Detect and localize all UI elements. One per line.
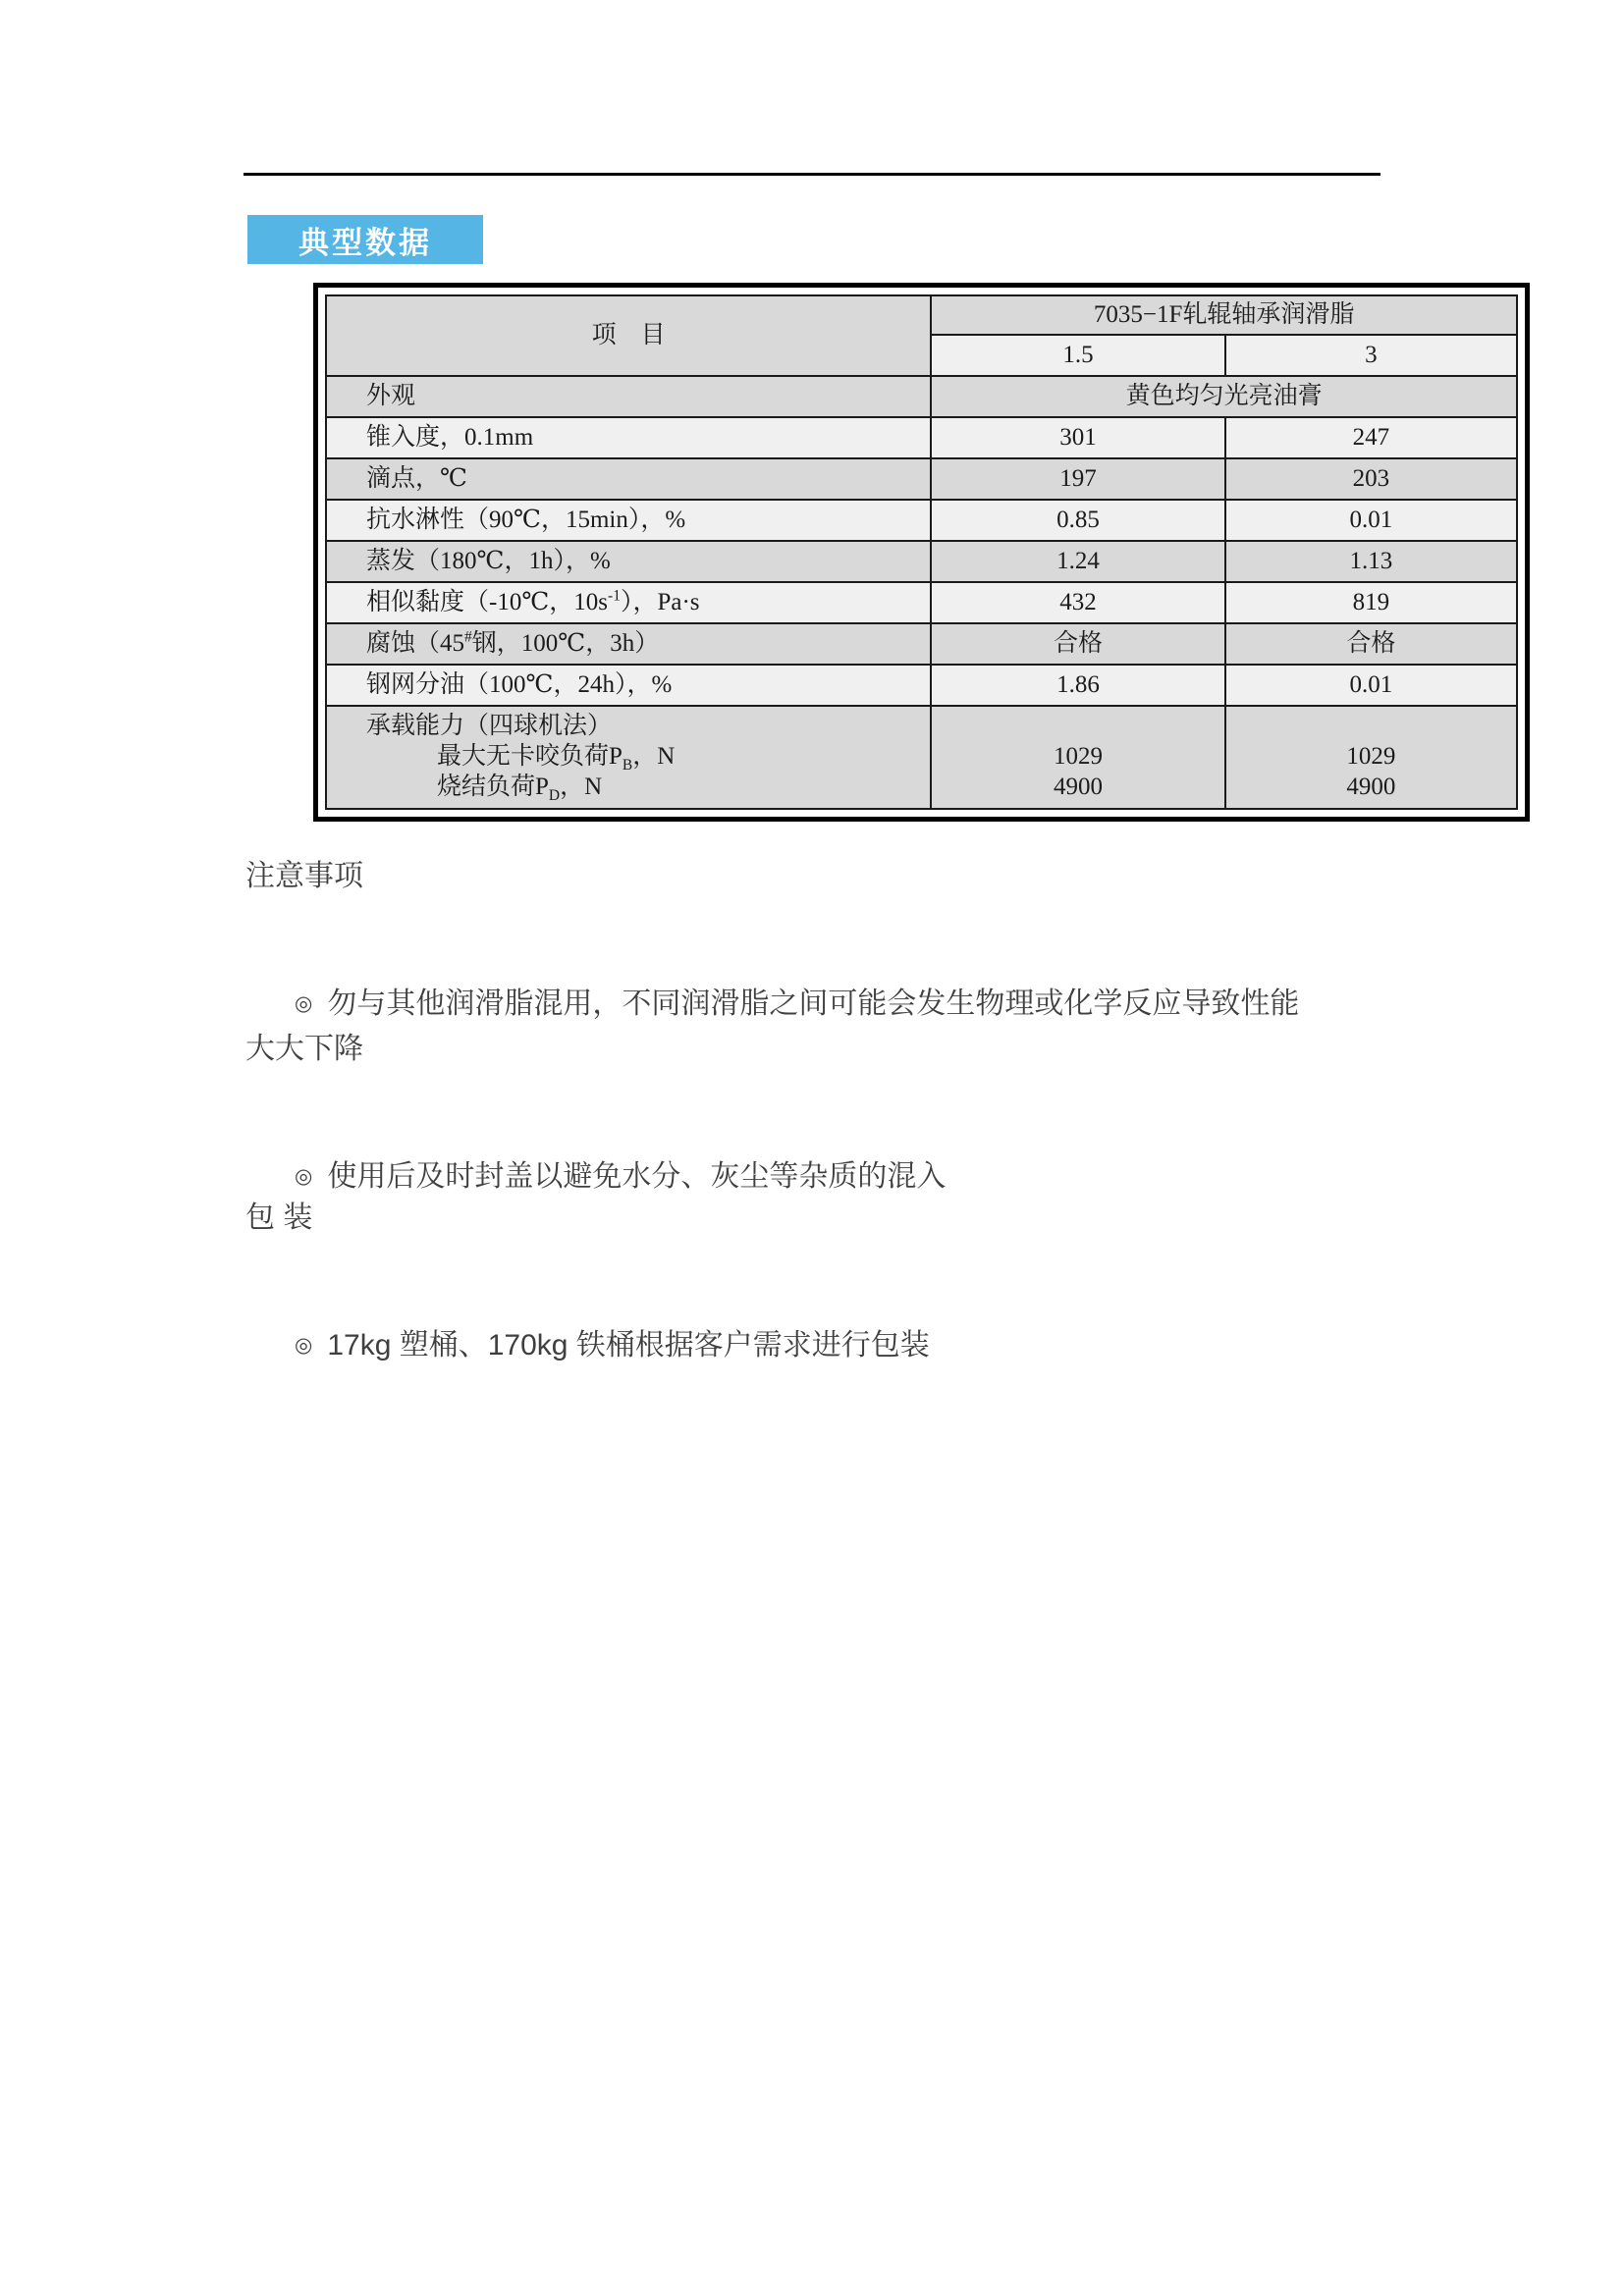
bullet-icon: ◎ bbox=[295, 1334, 313, 1357]
section-badge-typical-data bbox=[247, 215, 483, 264]
row-label bbox=[326, 706, 931, 809]
header-product-cell: 7035−1F轧辊轴承润滑脂 bbox=[931, 295, 1517, 335]
header-item-cell: 项 目 bbox=[326, 295, 931, 376]
grade-cell-15: 1.5 bbox=[931, 335, 1225, 376]
row-label: 锥入度，0.1mm bbox=[326, 417, 931, 458]
row-value-15: 合格 bbox=[931, 623, 1225, 665]
note-item-1-text: 勿与其他润滑脂混用，不同润滑脂之间可能会发生物理或化学反应导致性能 bbox=[327, 988, 1300, 1020]
row-value-span: 黄色均匀光亮油膏 bbox=[931, 376, 1517, 417]
load-capacity-pd-label: 烧结负荷$P_D$，N bbox=[437, 774, 603, 804]
row-value-3: 合格 bbox=[1225, 623, 1517, 665]
row-value-15: 1.24 bbox=[931, 541, 1225, 582]
load-values-15: 1029 4900 bbox=[931, 706, 1225, 809]
typical-data-table bbox=[325, 294, 1518, 810]
table-row-load-capacity bbox=[326, 706, 1517, 809]
row-value-15: 301 bbox=[931, 417, 1225, 458]
table-row-penetration bbox=[326, 417, 1517, 458]
table-row-apparent-viscosity bbox=[326, 582, 1517, 623]
load-values-3: 1029 4900 bbox=[1225, 706, 1517, 809]
packaging-title: 包 装 bbox=[245, 1201, 313, 1234]
row-value-3: 247 bbox=[1225, 417, 1517, 458]
section-badge-label: 典型数据 bbox=[298, 225, 432, 260]
row-value-15: 0.85 bbox=[931, 500, 1225, 541]
row-value-15: 1.86 bbox=[931, 665, 1225, 706]
table-row-water-resistance bbox=[326, 500, 1517, 541]
packaging-item-1-text: 17kg 塑桶、170kg 铁桶根据客户需求进行包装 bbox=[327, 1329, 930, 1362]
row-label: 钢网分油（100℃，24h），% bbox=[326, 665, 931, 706]
row-label: 相似黏度（-10℃，$10s^{-1}$），Pa·s bbox=[326, 582, 931, 623]
row-value-15: 432 bbox=[931, 582, 1225, 623]
table-row-drop-point bbox=[326, 458, 1517, 500]
row-label: 外观 bbox=[326, 376, 931, 417]
grade-cell-3: 3 bbox=[1225, 335, 1517, 376]
load-capacity-title: 承载能力（四球机法） bbox=[366, 713, 613, 739]
row-value-3: 0.01 bbox=[1225, 665, 1517, 706]
row-label: 蒸发（180℃，1h），% bbox=[326, 541, 931, 582]
table-header-row bbox=[326, 295, 1517, 335]
row-label: 抗水淋性（90℃，15min），% bbox=[326, 500, 931, 541]
row-value-15: 197 bbox=[931, 458, 1225, 500]
table-row-appearance bbox=[326, 376, 1517, 417]
notes-title: 注意事项 bbox=[245, 860, 363, 892]
table-row-corrosion bbox=[326, 623, 1517, 665]
row-value-3: 819 bbox=[1225, 582, 1517, 623]
bullet-icon: ◎ bbox=[295, 1165, 313, 1188]
bullet-icon: ◎ bbox=[295, 992, 313, 1015]
packaging-item-1 bbox=[245, 1284, 930, 1411]
table-row-evaporation bbox=[326, 541, 1517, 582]
row-value-3: 0.01 bbox=[1225, 500, 1517, 541]
row-value-3: 203 bbox=[1225, 458, 1517, 500]
typical-data-table-frame bbox=[313, 283, 1530, 822]
note-item-1-continuation: 大大下降 bbox=[245, 1033, 363, 1065]
row-value-3: 1.13 bbox=[1225, 541, 1517, 582]
row-label: 滴点，℃ bbox=[326, 458, 931, 500]
top-divider-rule bbox=[244, 173, 1380, 176]
row-label: 腐蚀（45#钢，100℃，3h） bbox=[326, 623, 931, 665]
table-row-oil-separation bbox=[326, 665, 1517, 706]
note-item-2 bbox=[245, 1115, 946, 1242]
load-capacity-pb-label: 最大无卡咬负荷$P_B$，N bbox=[437, 743, 676, 774]
note-item-1 bbox=[245, 942, 1299, 1069]
note-item-2-text: 使用后及时封盖以避免水分、灰尘等杂质的混入 bbox=[327, 1160, 947, 1193]
